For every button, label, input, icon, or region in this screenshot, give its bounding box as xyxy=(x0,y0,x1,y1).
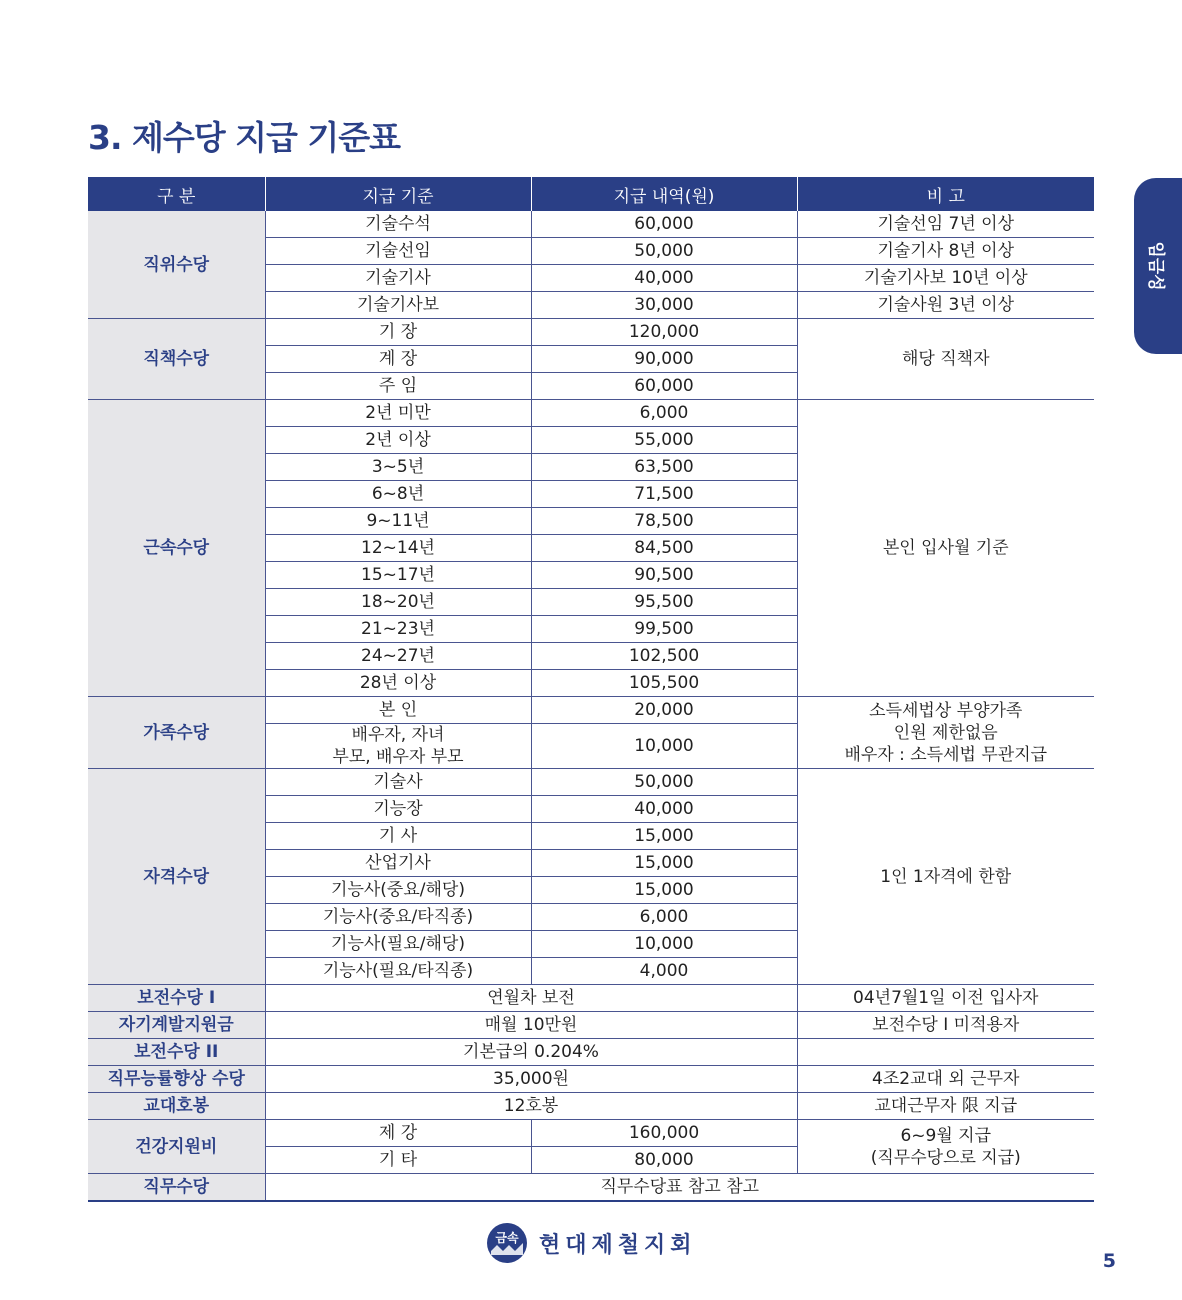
amount-cell: 102,500 xyxy=(531,643,797,670)
basis-cell: 연월차 보전 xyxy=(265,985,797,1012)
category-cell: 직무수당 xyxy=(88,1174,265,1202)
basis-cell: 9~11년 xyxy=(265,508,531,535)
category-cell: 근속수당 xyxy=(88,400,265,697)
table-row xyxy=(88,769,1094,796)
note-cell xyxy=(797,1039,1094,1066)
amount-cell: 105,500 xyxy=(531,670,797,697)
basis-cell: 12~14년 xyxy=(265,535,531,562)
basis-cell: 기술수석 xyxy=(265,211,531,238)
amount-cell: 50,000 xyxy=(531,238,797,265)
basis-cell: 기 장 xyxy=(265,319,531,346)
note-cell: 기술기사 8년 이상 xyxy=(797,238,1094,265)
amount-cell: 90,500 xyxy=(531,562,797,589)
header-amount: 지급 내역(원) xyxy=(531,177,797,211)
basis-cell: 2년 미만 xyxy=(265,400,531,427)
basis-cell: 12호봉 xyxy=(265,1093,797,1120)
note-cell: 04년7월1일 이전 입사자 xyxy=(797,985,1094,1012)
amount-cell: 30,000 xyxy=(531,292,797,319)
amount-cell: 10,000 xyxy=(531,724,797,769)
basis-cell: 기능사(필요/해당) xyxy=(265,931,531,958)
basis-cell: 3~5년 xyxy=(265,454,531,481)
page-number: 5 xyxy=(1102,1250,1116,1272)
basis-cell: 기능장 xyxy=(265,796,531,823)
category-cell: 보전수당 I xyxy=(88,985,265,1012)
table-row xyxy=(88,697,1094,724)
table-row xyxy=(88,1093,1094,1120)
basis-line: 배우자, 자녀 xyxy=(351,725,445,745)
side-tab[interactable] xyxy=(1134,178,1182,354)
table-row xyxy=(88,319,1094,346)
amount-cell: 40,000 xyxy=(531,796,797,823)
amount-cell: 10,000 xyxy=(531,931,797,958)
amount-cell: 63,500 xyxy=(531,454,797,481)
basis-cell: 18~20년 xyxy=(265,589,531,616)
category-cell: 보전수당 II xyxy=(88,1039,265,1066)
table-row xyxy=(88,1039,1094,1066)
table-row xyxy=(88,1066,1094,1093)
basis-cell: 계 장 xyxy=(265,346,531,373)
category-cell: 직위수당 xyxy=(88,211,265,319)
note-line: 배우자 : 소득세법 무관지급 xyxy=(844,744,1048,765)
amount-cell: 120,000 xyxy=(531,319,797,346)
header-note: 비 고 xyxy=(797,177,1094,211)
amount-cell: 90,000 xyxy=(531,346,797,373)
basis-cell: 기능사(필요/타직종) xyxy=(265,958,531,985)
basis-cell: 주 임 xyxy=(265,373,531,400)
category-cell: 가족수당 xyxy=(88,697,265,769)
amount-cell: 160,000 xyxy=(531,1120,797,1147)
basis-cell: 제 강 xyxy=(265,1120,531,1147)
amount-cell: 40,000 xyxy=(531,265,797,292)
basis-cell: 기능사(중요/해당) xyxy=(265,877,531,904)
table-row xyxy=(88,985,1094,1012)
page-title: 3. 제수당 지급 기준표 xyxy=(88,118,400,157)
amount-cell: 84,500 xyxy=(531,535,797,562)
amount-cell: 99,500 xyxy=(531,616,797,643)
note-cell: 본인 입사월 기준 xyxy=(797,400,1094,697)
amount-cell: 71,500 xyxy=(531,481,797,508)
note-line: 6~9월 지급 xyxy=(900,1125,992,1146)
amount-cell: 50,000 xyxy=(531,769,797,796)
note-cell: 기술사원 3년 이상 xyxy=(797,292,1094,319)
amount-cell: 4,000 xyxy=(531,958,797,985)
basis-cell: 기본급의 0.204% xyxy=(265,1039,797,1066)
header-category: 구 분 xyxy=(88,177,265,211)
amount-cell: 6,000 xyxy=(531,904,797,931)
table-header-row xyxy=(88,177,1094,211)
amount-cell: 15,000 xyxy=(531,877,797,904)
amount-cell: 15,000 xyxy=(531,823,797,850)
amount-cell: 6,000 xyxy=(531,400,797,427)
note-line: 소득세법상 부양가족 xyxy=(869,700,1023,721)
basis-cell: 기능사(중요/타직종) xyxy=(265,904,531,931)
amount-cell: 60,000 xyxy=(531,373,797,400)
table-row xyxy=(88,211,1094,238)
category-cell: 직무능률향상 수당 xyxy=(88,1066,265,1093)
amount-cell: 15,000 xyxy=(531,850,797,877)
note-cell: 교대근무자 限 지급 xyxy=(797,1093,1094,1120)
note-line: (직무수당으로 지급) xyxy=(870,1147,1021,1168)
table-row xyxy=(88,1174,1094,1202)
amount-cell: 95,500 xyxy=(531,589,797,616)
note-cell: 해당 직책자 xyxy=(797,319,1094,400)
amount-cell: 55,000 xyxy=(531,427,797,454)
note-cell xyxy=(797,697,1094,769)
note-cell xyxy=(797,1120,1094,1174)
basis-cell: 35,000원 xyxy=(265,1066,797,1093)
amount-cell: 80,000 xyxy=(531,1147,797,1174)
header-basis: 지급 기준 xyxy=(265,177,531,211)
basis-cell: 기술선임 xyxy=(265,238,531,265)
basis-cell: 기 사 xyxy=(265,823,531,850)
basis-cell: 기술사 xyxy=(265,769,531,796)
basis-cell: 매월 10만원 xyxy=(265,1012,797,1039)
basis-cell: 직무수당표 참고 참고 xyxy=(265,1174,1094,1202)
note-line: 인원 제한없음 xyxy=(893,722,998,743)
category-cell: 자기계발지원금 xyxy=(88,1012,265,1039)
basis-cell: 15~17년 xyxy=(265,562,531,589)
note-cell: 1인 1자격에 한함 xyxy=(797,769,1094,985)
basis-cell: 21~23년 xyxy=(265,616,531,643)
basis-cell xyxy=(265,724,531,769)
basis-cell: 산업기사 xyxy=(265,850,531,877)
basis-cell: 기 타 xyxy=(265,1147,531,1174)
basis-cell: 6~8년 xyxy=(265,481,531,508)
basis-cell: 28년 이상 xyxy=(265,670,531,697)
category-cell: 직책수당 xyxy=(88,319,265,400)
allowance-table xyxy=(88,177,1094,1202)
note-cell: 4조2교대 외 근무자 xyxy=(797,1066,1094,1093)
category-cell: 자격수당 xyxy=(88,769,265,985)
side-tab-label: 임금성 xyxy=(1145,241,1166,291)
union-logo xyxy=(485,1220,697,1266)
note-cell: 기술선임 7년 이상 xyxy=(797,211,1094,238)
table-row xyxy=(88,1012,1094,1039)
basis-line: 부모, 배우자 부모 xyxy=(332,747,464,767)
seal-text: 금속 xyxy=(495,1231,519,1245)
amount-cell: 60,000 xyxy=(531,211,797,238)
category-cell: 건강지원비 xyxy=(88,1120,265,1174)
basis-cell: 기술기사보 xyxy=(265,292,531,319)
table-row xyxy=(88,1120,1094,1147)
union-seal-icon xyxy=(485,1221,529,1265)
basis-cell: 본 인 xyxy=(265,697,531,724)
basis-cell: 24~27년 xyxy=(265,643,531,670)
note-cell: 보전수당 I 미적용자 xyxy=(797,1012,1094,1039)
category-cell: 교대호봉 xyxy=(88,1093,265,1120)
basis-cell: 기술기사 xyxy=(265,265,531,292)
org-name: 현대제철지회 xyxy=(539,1232,697,1258)
table-row xyxy=(88,400,1094,427)
basis-cell: 2년 이상 xyxy=(265,427,531,454)
amount-cell: 20,000 xyxy=(531,697,797,724)
amount-cell: 78,500 xyxy=(531,508,797,535)
note-cell: 기술기사보 10년 이상 xyxy=(797,265,1094,292)
